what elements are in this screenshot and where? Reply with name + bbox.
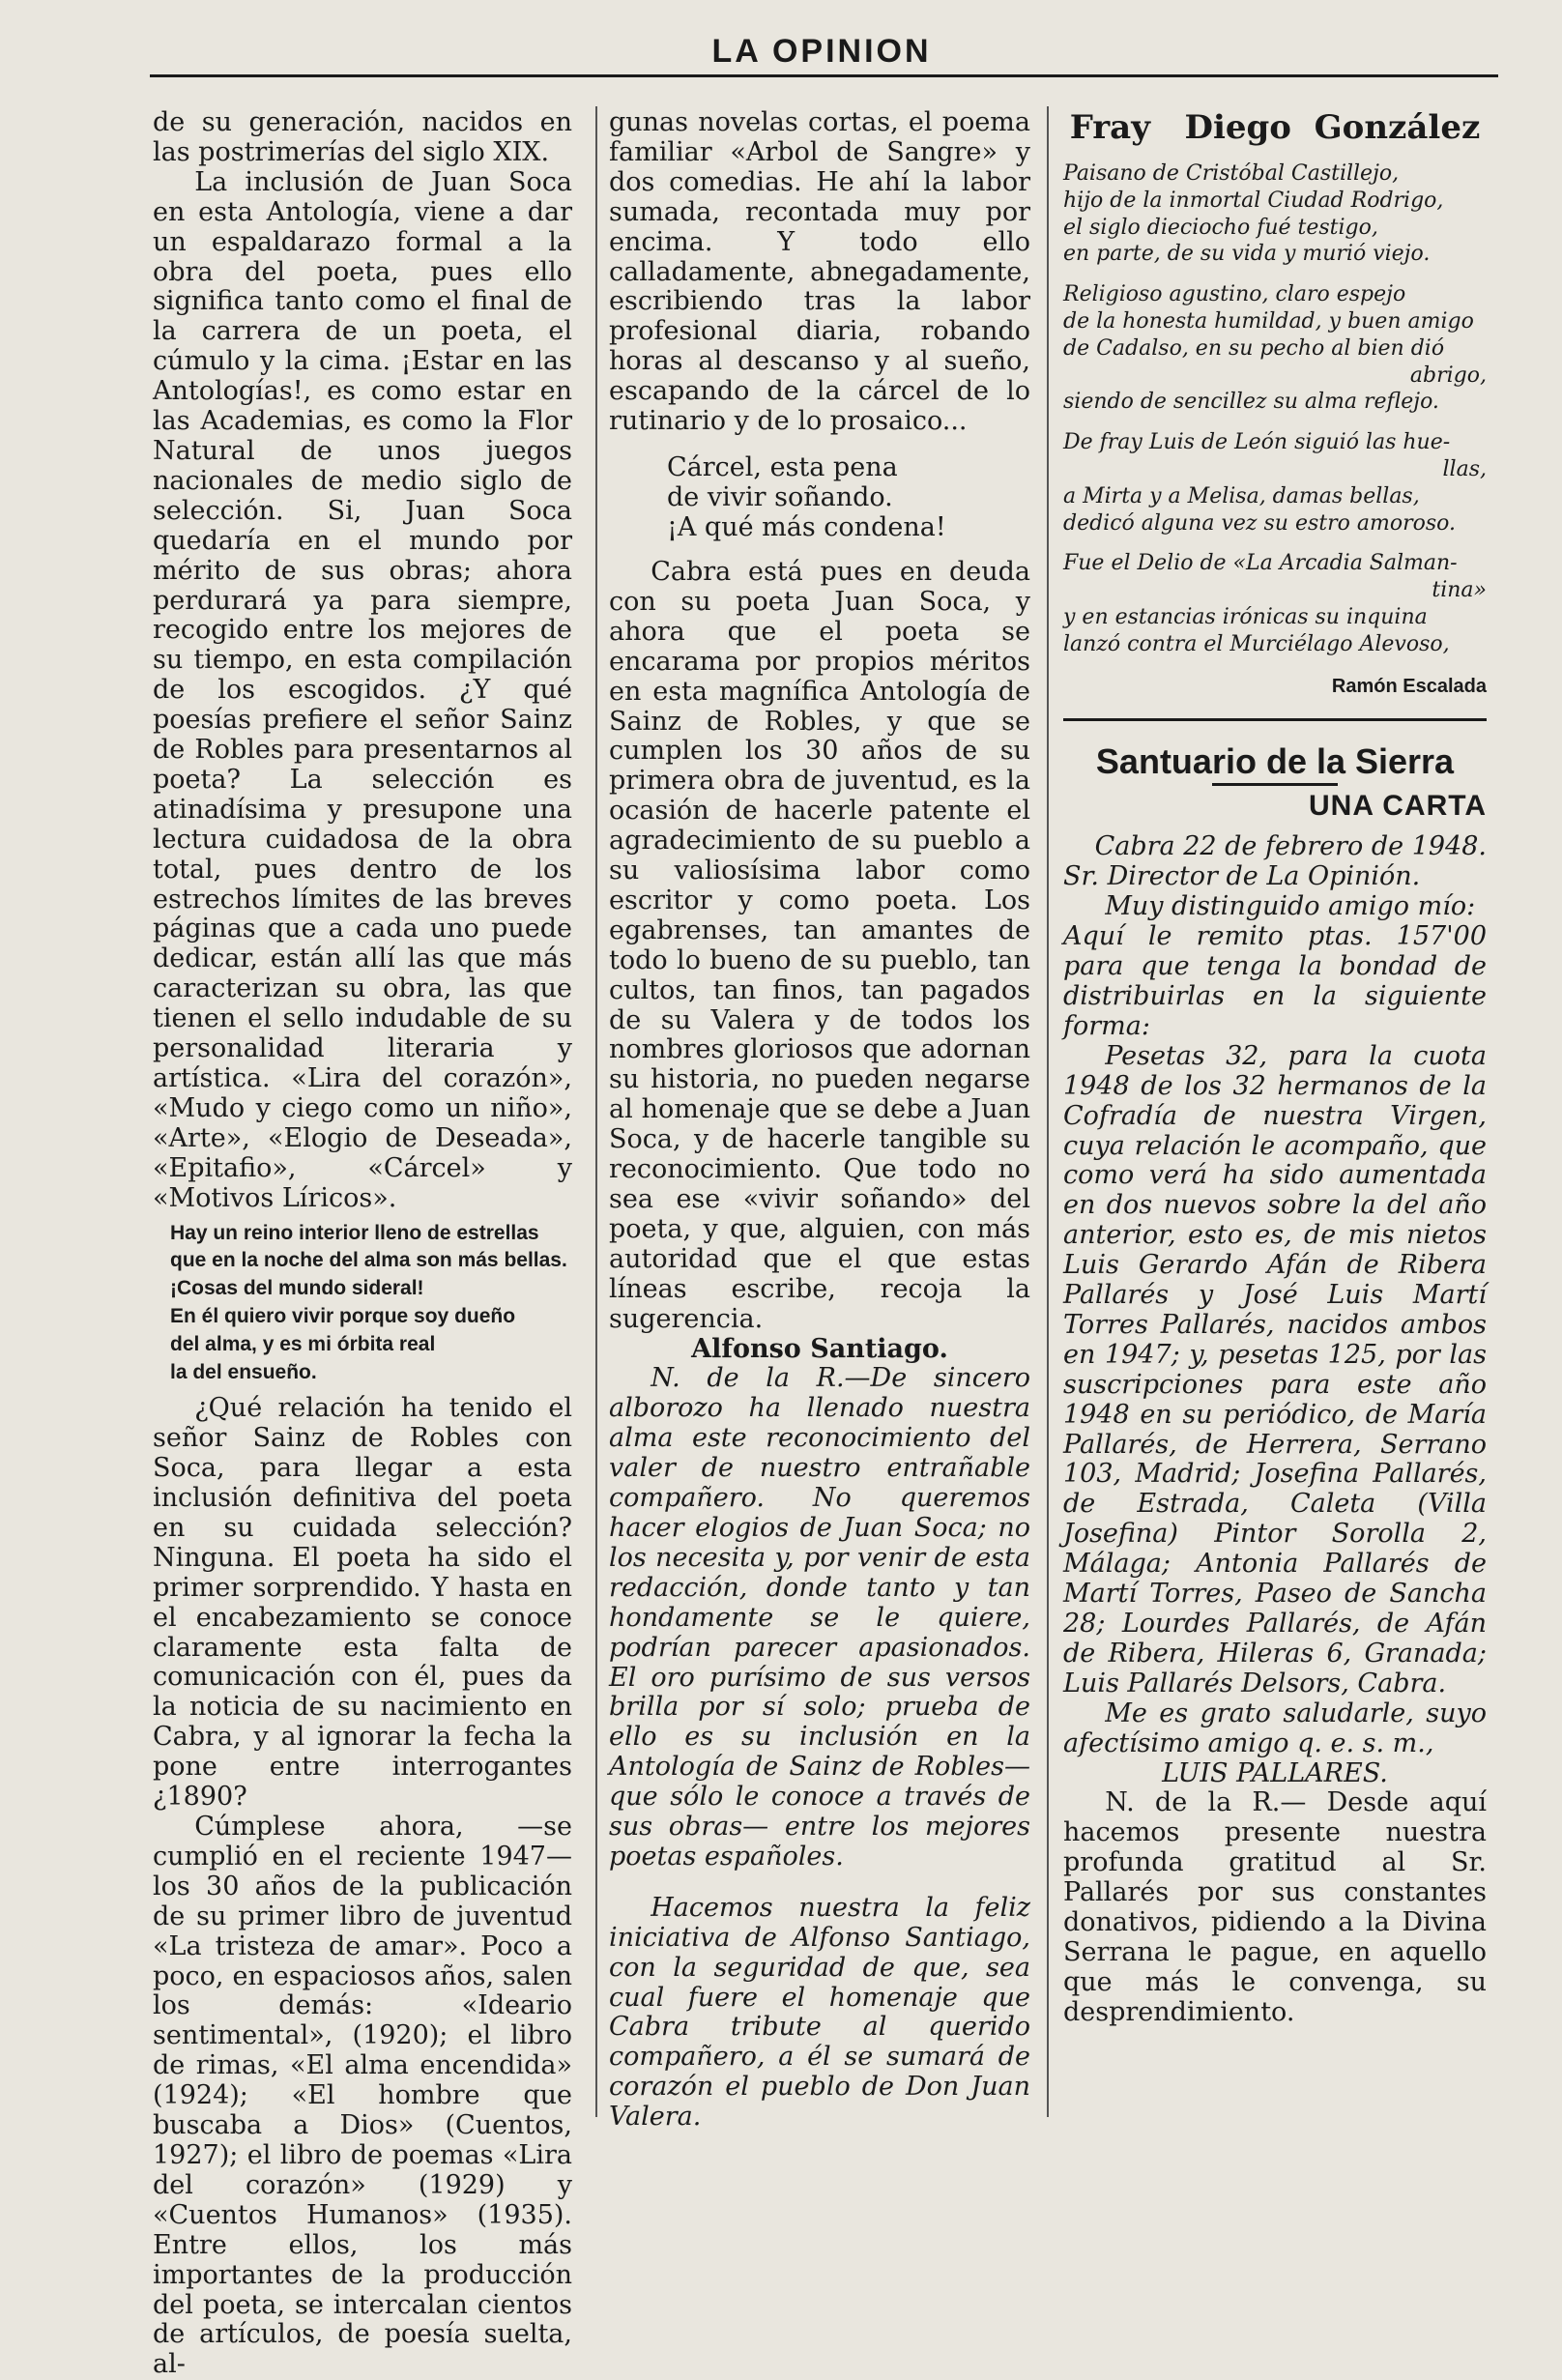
poem-line: tina» bbox=[1432, 578, 1487, 603]
letter-paragraph: Pesetas 32, para la cuota 1948 de los 32 hermanos de la Cofradía de nuestra Virgen, cuya relación le acompaño, que como verá ha sido aumentada en dos nuevos sobre la del año anterior, esto es, de mis nietos Luis Gerardo Afán de Ribera Pallarés y José Luis Martí Torres Pallarés, nacidos ambos en 1947; y, pesetas 125, por las suscripciones para este año 1948 en su periódico, de María Pallarés, de Herrera, Serrano 103, Madrid; Josefina Pallarés, de Estrada, Caleta (Villa Josefina) Pintor Sorolla 2, Málaga; Antonia Pallarés de Martí Torres, Paseo de Sancha 28; Lourdes Pallarés, de Afán de Ribera, Hileras 6, Granada; Luis Pallarés Delsors, Cabra. bbox=[1063, 1040, 1487, 1698]
letter-salutation: Muy distinguido amigo mío: bbox=[1105, 891, 1476, 922]
stanza bbox=[1063, 429, 1487, 537]
poem-line: a Mirta y a Melisa, damas bellas, bbox=[1063, 483, 1420, 508]
poem-line: en parte, de su vida y murió viejo. bbox=[1063, 242, 1431, 267]
paragraph: Cabra está pues en deuda con su poeta Juan Soca, y ahora que el poeta se encarama por propios méritos en esta magnífica Antología de Sainz de Robles, y que se cumplen los 30 años de su primera obra de juventud, es la ocasión de hacerle patente el agradecimiento de su pueblo a su valiosísima labor como escritor y como poeta. Los egabrenses, tan amantes de todo lo bueno de su pueblo, tan cultos, tan finos, tan pagados de su Valera y de todos los nombres gloriosos que adornan su historia, no pueden negarse al homenaje que se debe a Juan Soca, y de hacerle tangible su reconocimiento. Que todo no sea ese «vivir soñando» del poeta, y que, alguien, con más autoridad que el que estas líneas escribe, recoja la sugerencia. bbox=[609, 556, 1030, 1334]
stanza bbox=[1063, 160, 1487, 268]
poem-line: hijo de la inmortal Ciudad Rodrigo, bbox=[1063, 188, 1444, 213]
letter-closing: Me es grato saludarle, suyo afectísimo amigo q. e. s. m., bbox=[1063, 1698, 1487, 1758]
stanza bbox=[1063, 550, 1487, 657]
author-signature: Alfonso Santiago. bbox=[691, 1333, 948, 1364]
stanza bbox=[1063, 281, 1487, 416]
title-underline bbox=[1212, 783, 1338, 786]
poem-title: Fray Diego González bbox=[1069, 108, 1481, 147]
poem-line: y en estancias irónicas su inquina bbox=[1063, 604, 1428, 629]
verse-line: ¡Cosas del mundo sideral! bbox=[170, 1277, 424, 1300]
editor-note: N. de la R.— Desde aquí hacemos presente nuestra profunda gratitud al Sr. Pallarés por sus constantes donativos, pidiendo a la Divina Serrana le pague, en aquello que más le convenga, su desprendimiento. bbox=[1063, 1787, 1487, 2027]
paragraph: ¿Qué relación ha tenido el señor Sainz de Robles con Soca, para llegar a esta inclusión definitiva del poeta en su cuidada selección? Ninguna. El poeta ha sido el primer sorprendido. Y hasta en el encabezamiento se conoce claramente esta falta de comunicación con él, pues da la noticia de su nacimiento en Cabra, y al ignorar la fecha la pone entre interrogantes ¿1890? bbox=[153, 1393, 572, 1813]
verse-line: de vivir soñando. bbox=[667, 481, 893, 512]
masthead: LA OPINION bbox=[711, 33, 932, 70]
column-1 bbox=[153, 107, 572, 2380]
column-divider-left bbox=[595, 106, 597, 2117]
poem-line: Fue el Delio de «La Arcadia Salman- bbox=[1063, 551, 1458, 576]
paragraph: Cúmplese ahora, —se cumplió en el reciente 1947— los 30 años de la publicación de su primer libro de juventud «La tristeza de amar». Poco a poco, en espaciosos años, salen los demás: «Ideario sentimental», (1920); el libro de rimas, «El alma encendida» (1924); «El hombre que buscaba a Dios» (Cuentos, 1927); el libro de poemas «Lira del corazón» (1929) y «Cuentos Humanos» (1935). Entre ellos, los más importantes de la producción del poeta, se intercalan cientos de artículos, de poesía suelta, al- bbox=[153, 1812, 572, 2380]
verse-line: Hay un reino interior lleno de estrellas bbox=[170, 1221, 539, 1244]
poem-signature: Ramón Escalada bbox=[1331, 675, 1487, 697]
letter-signature: LUIS PALLARES. bbox=[1162, 1757, 1388, 1788]
column-divider-right bbox=[1047, 106, 1049, 2117]
poem-line: lanzó contra el Murciélago Alevoso, bbox=[1063, 631, 1450, 656]
column-2 bbox=[609, 108, 1030, 2148]
sonnet bbox=[1063, 160, 1487, 658]
poem-line: Religioso agustino, claro espejo bbox=[1063, 282, 1406, 307]
letter-paragraph: Aquí le remito ptas. 157'00 para que tenga la bondad de distribuirlas en la siguiente forma: bbox=[1063, 921, 1487, 1041]
poem-line: siendo de sencillez su alma reflejo. bbox=[1063, 390, 1439, 415]
verse-line: la del ensueño. bbox=[170, 1360, 317, 1383]
poem-line: de la honesta humildad, y buen amigo bbox=[1063, 308, 1474, 334]
poem-line: el siglo dieciocho fué testigo, bbox=[1063, 215, 1378, 240]
paragraph: gunas novelas cortas, el poema familiar «Arbol de Sangre» y dos comedias. He ahí la labor sumada, recontada muy por encima. Y todo ello calladamente, abnegadamente, escribiendo tras la labor profesional diaria, robando horas al descanso y al sueño, escapando de la cárcel de lo rutinario y de lo prosaico... bbox=[609, 107, 1030, 437]
verse-line: del alma, y es mi órbita real bbox=[170, 1332, 436, 1355]
editor-note: Hacemos nuestra la feliz iniciativa de Alfonso Santiago, con la seguridad de que, sea cual fuere el homenaje que Cabra tribute al querido compañero, a él se sumará de corazón el pueblo de Don Juan Valera. bbox=[609, 1892, 1030, 2133]
letter-title: UNA CARTA bbox=[1309, 790, 1487, 823]
letter-greeting: Sr. Director de La Opinión. bbox=[1063, 861, 1421, 892]
section-rule bbox=[1063, 718, 1487, 721]
verse-quote bbox=[667, 452, 1030, 542]
poem-line: abrigo, bbox=[1409, 363, 1487, 388]
poem-line: De fray Luis de León siguió las hue- bbox=[1063, 430, 1451, 455]
paragraph: de su generación, nacidos en las postrimerías del siglo XIX. bbox=[153, 107, 572, 167]
verse-quote bbox=[170, 1220, 572, 1387]
verse-line: ¡A qué más condena! bbox=[667, 511, 946, 542]
poem-line: llas, bbox=[1442, 456, 1487, 481]
poem-line: de Cadalso, en su pecho al bien dió bbox=[1063, 335, 1445, 361]
editor-note: N. de la R.—De sincero alborozo ha llenado nuestra alma este reconocimiento del valer de nuestro entrañable compañero. No queremos hacer elogios de Juan Soca; no los necesita y, por venir de esta redacción, donde tanto y tan hondamente se le quiere, podrían parecer apasionados. El oro purísimo de sus versos brilla por sí solo; prueba de ello es su inclusión en la Antología de Sainz de Robles—que sólo le conoce a través de sus obras— entre los mejores poetas españoles. bbox=[609, 1363, 1030, 1872]
paragraph: La inclusión de Juan Soca en esta Antología, viene a dar un espaldarazo formal a la obra del poeta, pues ello significa tanto como el final de la carrera de un poeta, el cúmulo y la cima. ¡Estar en las Antologías!, es como estar en las Academias, es como la Flor Natural de unos juegos nacionales de medio siglo de selección. Si, Juan Soca quedaría en el mundo por mérito de sus obras; ahora perdurará ya para siempre, recogido entre los mejores de su tiempo, en esta compilación de los escogidos. ¿Y qué poesías prefiere el señor Sainz de Robles para presentarnos al poeta? La selección es atinadísima y presupone una lectura cuidadosa de la obra total, pues dentro de los estrechos límites de las breves páginas que a cada uno puede dedicar, están allí las que más caracterizan su obra, las que tienen el sello indudable de su personalidad literaria y artística. «Lira del corazón», «Mudo y ciego como un niño», «Arte», «Elogio de Deseada», «Epitafio», «Cárcel» y «Motivos Líricos». bbox=[153, 166, 572, 1213]
column-3 bbox=[1063, 108, 1487, 2148]
verse-line: En él quiero vivir porque soy dueño bbox=[170, 1304, 516, 1327]
letter-date: Cabra 22 de febrero de 1948. bbox=[1094, 831, 1487, 862]
verse-line: que en la noche del alma son más bellas. bbox=[170, 1249, 567, 1272]
poem-line: dedicó alguna vez su estro amoroso. bbox=[1063, 510, 1456, 536]
section-title: Santuario de la Sierra bbox=[1095, 741, 1455, 782]
poem-line: Paisano de Cristóbal Castillejo, bbox=[1063, 161, 1400, 186]
verse-line: Cárcel, esta pena bbox=[667, 451, 898, 482]
masthead-rule bbox=[150, 74, 1498, 77]
